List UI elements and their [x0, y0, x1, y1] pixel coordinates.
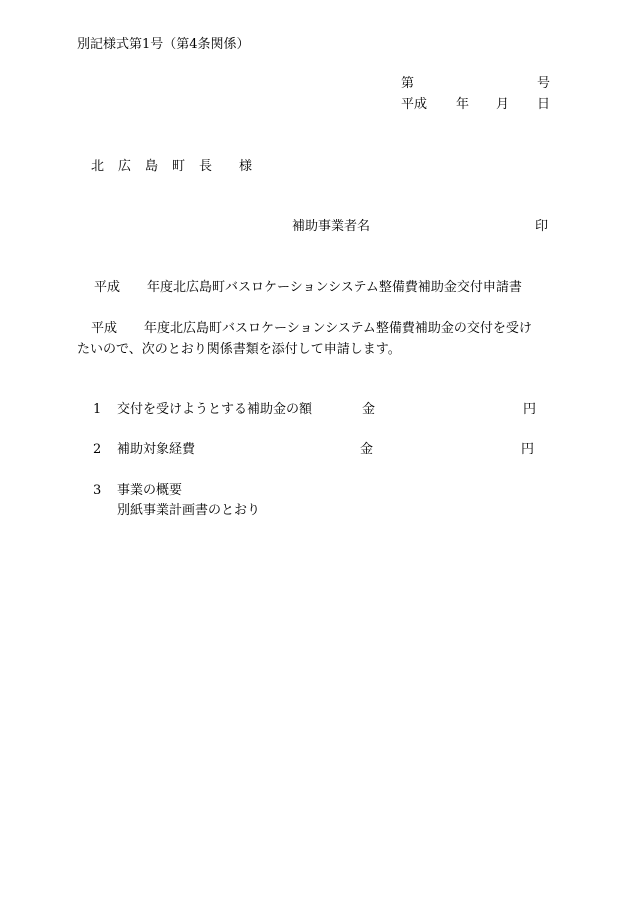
item-2-prefix: 金	[360, 442, 374, 457]
item-2-label: 補助対象経費	[117, 442, 196, 457]
doc-number-suffix: 号	[537, 76, 551, 91]
item-1-prefix: 金	[362, 402, 376, 417]
item-1-label: 交付を受けようとする補助金の額	[117, 402, 313, 417]
date-year: 年	[456, 97, 470, 112]
item-2-number: 2	[93, 442, 102, 457]
addressee-char-2: 広	[118, 159, 132, 174]
item-1-unit: 円	[523, 402, 537, 417]
body-era: 平成	[91, 321, 118, 336]
addressee-char-3: 島	[145, 159, 159, 174]
title-era: 平成	[94, 280, 121, 295]
item-2-unit: 円	[521, 442, 535, 457]
date-day: 日	[537, 97, 551, 112]
addressee-char-1: 北	[91, 159, 105, 174]
seal-mark: 印	[535, 219, 549, 234]
item-1-number: 1	[93, 402, 102, 417]
date-month: 月	[496, 97, 510, 112]
applicant-label: 補助事業者名	[292, 219, 371, 234]
body-line-1: 年度北広島町バスロケーションシステム整備費補助金の交付を受け	[144, 321, 532, 336]
document-title: 年度北広島町バスロケーションシステム整備費補助金交付申請書	[147, 280, 522, 295]
item-3-detail: 別紙事業計画書のとおり	[117, 503, 261, 518]
addressee-honorific: 様	[239, 159, 253, 174]
body-line-2: たいので、次のとおり関係書類を添付して申請します。	[77, 342, 401, 357]
doc-number-prefix: 第	[401, 76, 415, 91]
addressee-char-5: 長	[199, 159, 213, 174]
item-3-label: 事業の概要	[117, 483, 183, 498]
item-3-number: 3	[93, 483, 102, 498]
addressee-char-4: 町	[172, 159, 186, 174]
form-label: 別記様式第1号（第4条関係）	[77, 37, 250, 52]
date-era: 平成	[401, 97, 428, 112]
